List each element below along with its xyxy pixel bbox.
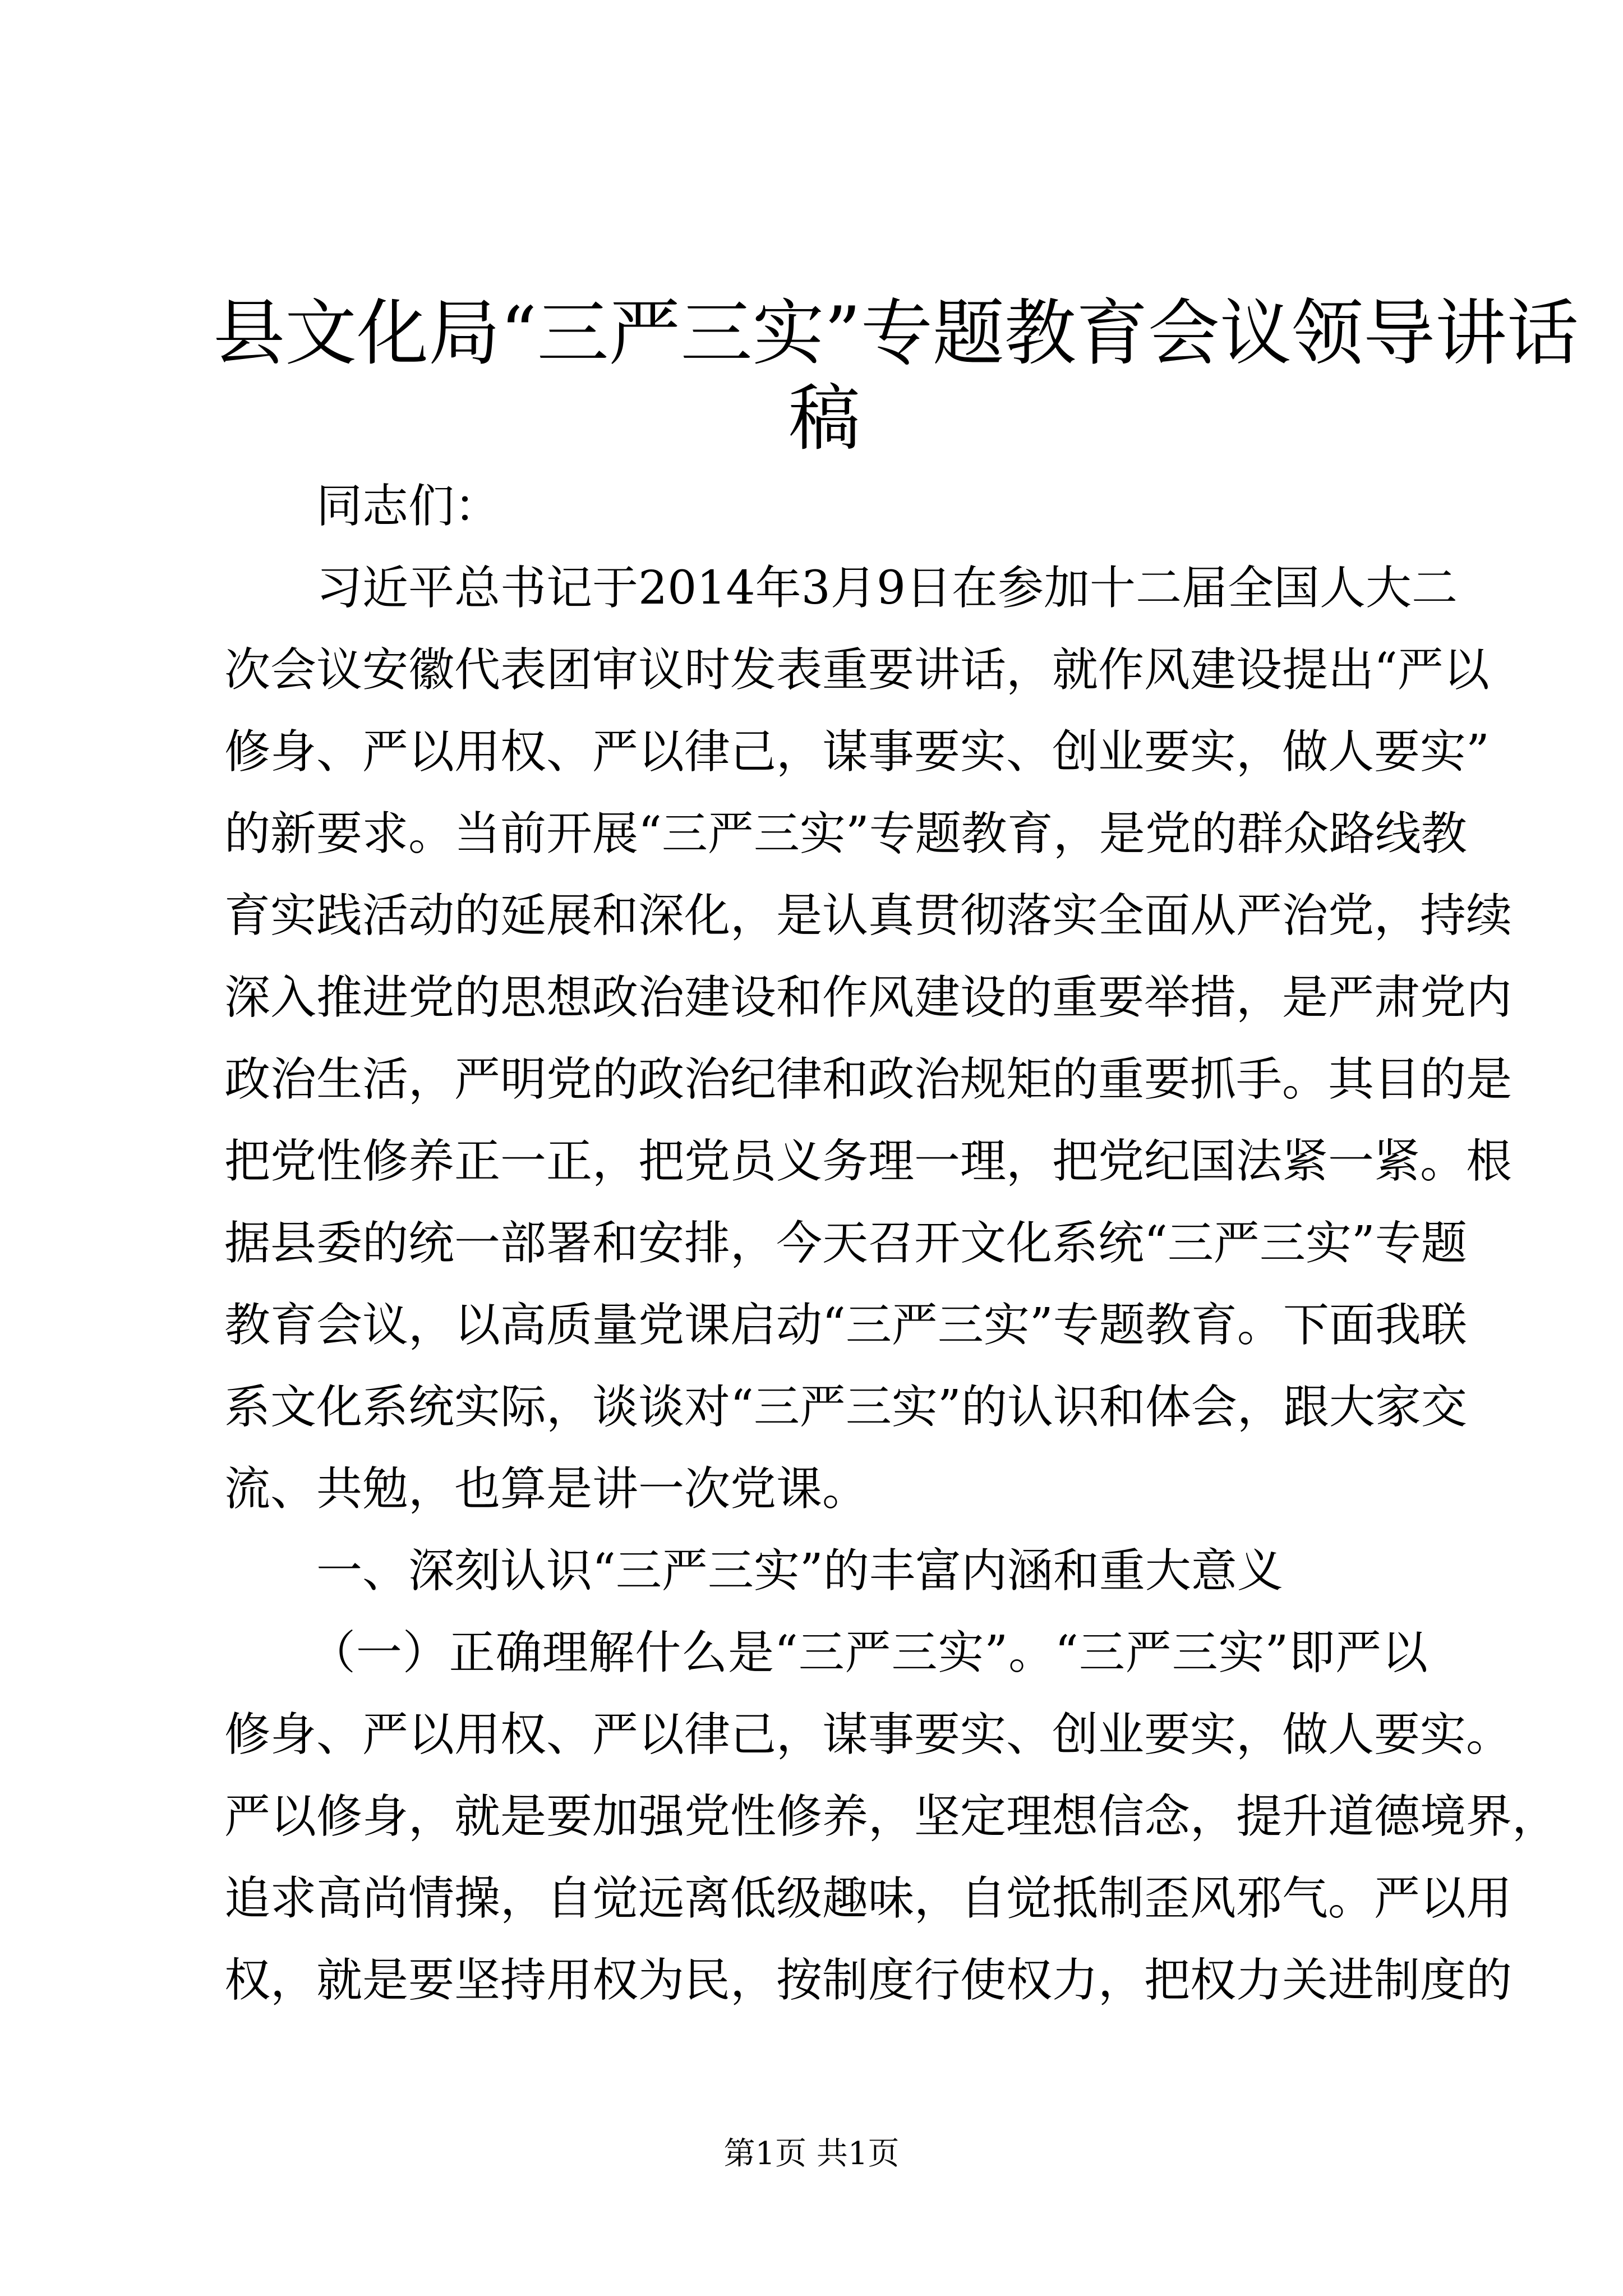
text-line: 教育会议，以高质量党课启动“三严三实”专题教育。下面我联	[224, 1299, 1467, 1352]
document-title: 县文化局“三严三实”专题教育会议领导讲话	[213, 292, 1579, 375]
text-line: 修身、严以用权、严以律己，谋事要实、创业要实，做人要实”	[224, 725, 1490, 779]
text-line: 系文化系统实际，谈谈对“三严三实”的认识和体会，跟大家交	[224, 1381, 1467, 1434]
document-body	[224, 476, 1559, 2032]
text-line: 修身、严以用权、严以律己，谋事要实、创业要实，做人要实。	[224, 1708, 1513, 1761]
text-line: 权，就是要坚持用权为民，按制度行使权力，把权力关进制度的	[224, 1954, 1513, 2007]
section-heading: 一、深刻认识“三严三实”的丰富内涵和重大意义	[316, 1544, 1283, 1598]
text-line: 严以修身，就是要加强党性修养，坚定理想信念，提升道德境界，	[224, 1790, 1559, 1843]
text-line: 流、共勉，也算是讲一次党课。	[224, 1462, 869, 1516]
text-line: 习近平总书记于2014年3月9日在参加十二届全国人大二	[316, 562, 1458, 615]
paragraph-section-1-1	[224, 1622, 1559, 2032]
text-line: 把党性修养正一正，把党员义务理一理，把党纪国法紧一紧。根	[224, 1135, 1513, 1188]
text-line: 政治生活，严明党的政治纪律和政治规矩的重要抓手。其目的是	[224, 1053, 1513, 1106]
text-line: 的新要求。当前开展“三严三实”专题教育，是党的群众路线教	[224, 807, 1467, 861]
text-line: 次会议安徽代表团审议时发表重要讲话，就作风建设提出“严以	[224, 643, 1490, 697]
salutation: 同志们：	[316, 480, 501, 533]
text-line: 据县委的统一部署和安排，今天召开文化系统“三严三实”专题	[224, 1217, 1467, 1270]
paragraph-intro	[224, 558, 1513, 1540]
text-line: 深入推进党的思想政治建设和作风建设的重要举措，是严肃党内	[224, 971, 1513, 1024]
text-line: 育实践活动的延展和深化，是认真贯彻落实全面从严治党，持续	[224, 889, 1513, 942]
text-line: （一）正确理解什么是“三严三实”。“三严三实”即严以	[310, 1626, 1428, 1680]
text-line: 追求高尚情操，自觉远离低级趣味，自觉抵制歪风邪气。严以用	[224, 1872, 1513, 1925]
page-number-footer: 第1页 共1页	[723, 2136, 900, 2172]
document-title-continuation: 稿	[788, 377, 860, 461]
